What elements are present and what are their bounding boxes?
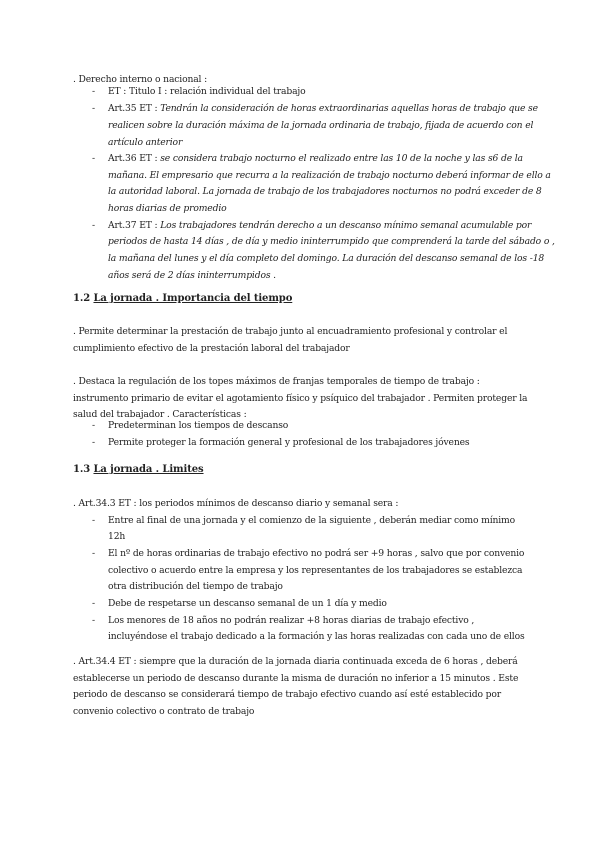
list-item-continuation: realicen sobre la duración máxima de la jornada ordinaria de trabajo, fijada de acuerdo con el	[108, 120, 534, 131]
list-item: ET : Titulo I : relación individual del trabajo	[108, 86, 306, 97]
list-item: Art.35 ET : Tendrán la consideración de horas extraordinarias aquellas horas de trabajo que se	[108, 103, 538, 114]
list-item-continuation: artículo anterior	[108, 137, 183, 148]
paragraph-line: . Permite determinar la prestación de trabajo junto al encuadramiento profesional y controlar el	[73, 326, 508, 337]
paragraph-line: . Art.34.4 ET : siempre que la duración de la jornada diaria continuada exceda de 6 horas , deberá	[73, 656, 518, 667]
paragraph-line: . Destaca la regulación de los topes máximos de franjas temporales de tiempo de trabajo :	[73, 376, 480, 387]
bullet-dash: -	[92, 153, 96, 164]
list-item-continuation: la mañana del lunes y el día completo del domingo. La duración del descanso semanal de los -18	[108, 253, 545, 264]
list-item: El nº de horas ordinarias de trabajo efectivo no podrá ser +9 horas , salvo que por convenio	[108, 548, 525, 559]
bullet-dash: -	[92, 515, 96, 526]
list-item-continuation: colectivo o acuerdo entre la empresa y los representantes de los trabajadores se establezca	[108, 565, 523, 576]
list-item-continuation: incluyéndose el trabajo dedicado a la formación y las horas realizadas con cada uno de ellos	[108, 631, 525, 642]
bullet-dash: -	[92, 86, 96, 97]
intro-line: . Derecho interno o nacional :	[73, 74, 208, 85]
list-item: Permite proteger la formación general y profesional de los trabajadores jóvenes	[108, 437, 470, 448]
list-item: Predeterminan los tiempos de descanso	[108, 420, 289, 431]
list-item: Los menores de 18 años no podrán realizar +8 horas diarias de trabajo efectivo ,	[108, 615, 475, 626]
bullet-dash: -	[92, 598, 96, 609]
list-item: Debe de respetarse un descanso semanal de un 1 día y medio	[108, 598, 387, 609]
section-heading: 1.2 La jornada . Importancia del tiempo	[73, 293, 293, 304]
list-item-continuation: la autoridad laboral. La jornada de trabajo de los trabajadores nocturnos no podrá exceder de 8	[108, 186, 542, 197]
paragraph-line: establecerse un periodo de descanso durante la misma de duración no inferior a 15 minutos . Este	[73, 673, 519, 684]
bullet-dash: -	[92, 615, 96, 626]
bullet-dash: -	[92, 220, 96, 231]
list-item-continuation: 12h	[108, 531, 126, 542]
paragraph-line: salud del trabajador . Características :	[73, 409, 247, 420]
list-item-continuation: mañana. El empresario que recurra a la realización de trabajo nocturno deberá informar de ello a	[108, 170, 551, 181]
paragraph-line: . Art.34.3 ET : los periodos mínimos de descanso diario y semanal sera :	[73, 498, 399, 509]
paragraph-line: convenio colectivo o contrato de trabajo	[73, 706, 255, 717]
list-item-continuation: otra distribución del tiempo de trabajo	[108, 581, 283, 592]
list-item: Art.36 ET : se considera trabajo nocturno el realizado entre las 10 de la noche y las s6 de la	[108, 153, 523, 164]
list-item-continuation: horas diarias de promedio	[108, 203, 227, 214]
list-item-continuation: periodos de hasta 14 días , de día y medio ininterrumpido que comprenderá la tarde del sábado o ,	[108, 236, 555, 247]
section-heading: 1.3 La jornada . Limites	[73, 464, 204, 475]
list-item: Art.37 ET : Los trabajadores tendrán derecho a un descanso mínimo semanal acumulable por	[108, 220, 532, 231]
bullet-dash: -	[92, 103, 96, 114]
paragraph-line: periodo de descanso se considerará tiempo de trabajo efectivo cuando así esté establecido por	[73, 689, 501, 700]
list-item-continuation: años será de 2 días ininterrumpidos .	[108, 270, 276, 281]
bullet-dash: -	[92, 420, 96, 431]
bullet-dash: -	[92, 437, 96, 448]
bullet-dash: -	[92, 548, 96, 559]
list-item: Entre al final de una jornada y el comienzo de la siguiente , deberán mediar como mínimo	[108, 515, 515, 526]
paragraph-line: instrumento primario de evitar el agotamiento físico y psíquico del trabajador . Permiten proteger la	[73, 393, 528, 404]
paragraph-line: cumplimiento efectivo de la prestación laboral del trabajador	[73, 343, 350, 354]
